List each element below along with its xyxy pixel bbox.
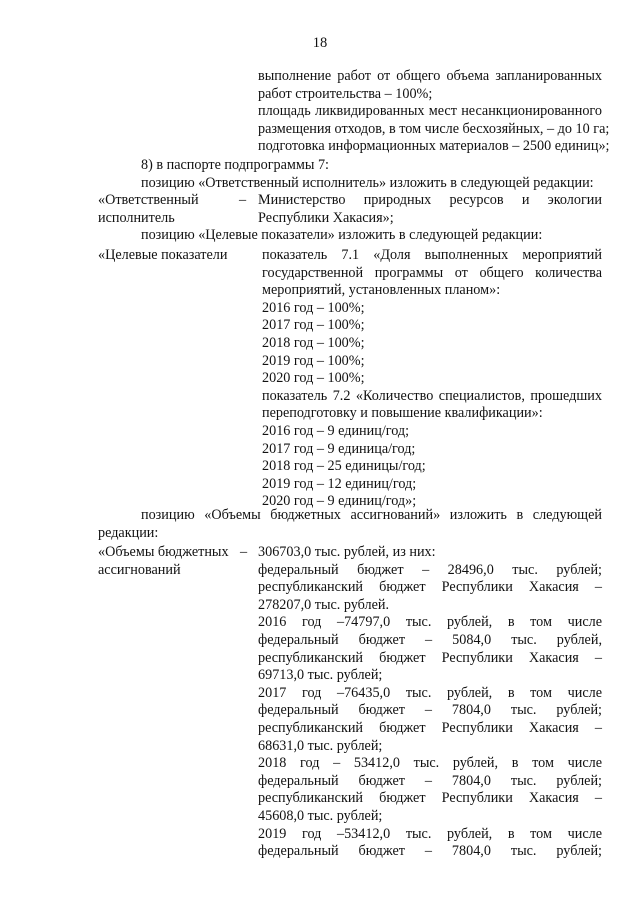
text-line: федеральный бюджет – 7804,0 тыс. рублей;: [258, 772, 602, 789]
text-line: федеральный бюджет – 7804,0 тыс. рублей;: [258, 843, 602, 860]
targets-label: «Целевые показатели: [98, 247, 228, 263]
text-line: 2017 год – 100%;: [262, 317, 365, 334]
text-line: исполнитель: [98, 209, 175, 226]
text-line: 45608,0 тыс. рублей;: [258, 807, 383, 824]
text-line: республиканский бюджет Республики Хакасия –: [258, 790, 602, 807]
targets-values: [262, 247, 602, 511]
text-line: 2016 год – 9 единиц/год;: [262, 422, 410, 439]
budget-intro-cont: редакции:: [98, 525, 159, 541]
text-line: федеральный бюджет – 5084,0 тыс. рублей,: [258, 631, 602, 648]
text-line: 2016 год – 100%;: [262, 299, 365, 316]
text-line: федеральный бюджет – 7804,0 тыс. рублей;: [258, 702, 602, 719]
text-line: размещения отходов, в том числе бесхозяйных, – до 10 га;: [258, 120, 610, 137]
text-line: 278207,0 тыс. рублей.: [258, 596, 390, 613]
text-line: 69713,0 тыс. рублей;: [258, 667, 383, 684]
item-8-heading: 8) в паспорте подпрограммы 7:: [141, 157, 329, 173]
responsible-intro: позицию «Ответственный исполнитель» изложить в следующей редакции:: [141, 175, 594, 191]
text-line: выполнение работ от общего объема запланированных: [258, 68, 602, 84]
text-line: 2018 год – 25 единицы/год;: [262, 458, 426, 475]
text-line: государственной программы от общего количества: [262, 264, 602, 281]
text-line: 306703,0 тыс. рублей, из них:: [258, 544, 436, 560]
text-line: 2017 год –76435,0 тыс. рублей, в том числе: [258, 684, 602, 701]
text-line: 68631,0 тыс. рублей;: [258, 737, 383, 754]
responsible-label: [98, 192, 248, 227]
text-line: 2016 год –74797,0 тыс. рублей, в том числе: [258, 614, 602, 631]
text-line: федеральный бюджет – 28496,0 тыс. рублей;: [258, 561, 602, 578]
text-line: 2020 год – 9 единиц/год»;: [262, 493, 417, 510]
text-line: республиканский бюджет Республики Хакасия –: [258, 579, 602, 596]
text-line: республиканский бюджет Республики Хакасия –: [258, 719, 602, 736]
text-line: показатель 7.2 «Количество специалистов, прошедших: [262, 387, 602, 404]
text-line: позицию «Объемы бюджетных ассигнований» изложить в следующей: [141, 507, 602, 523]
text-line: 2019 год –53412,0 тыс. рублей, в том числе: [258, 825, 602, 842]
text-line: 2019 год – 12 единиц/год;: [262, 475, 417, 492]
text-line: 2019 год – 100%;: [262, 352, 365, 369]
page-number: 18: [312, 35, 328, 51]
budget-intro: [141, 507, 602, 525]
text-line: Республики Хакасия»;: [258, 209, 394, 226]
intro-continuation: [258, 68, 610, 156]
text-line: подготовка информационных материалов – 2500 единиц»;: [258, 138, 610, 155]
text-line: 2020 год – 100%;: [262, 370, 365, 387]
budget-values: [258, 544, 602, 861]
text-line: 2017 год – 9 единица/год;: [262, 440, 416, 457]
targets-intro: позицию «Целевые показатели» изложить в следующей редакции:: [141, 227, 543, 243]
responsible-value: [258, 192, 602, 227]
text-line: работ строительства – 100%;: [258, 85, 433, 102]
text-line: 2018 год – 53412,0 тыс. рублей, в том числе: [258, 755, 602, 772]
text-line: показатель 7.1 «Доля выполненных мероприятий: [262, 247, 602, 263]
text-line: «Объемы бюджетных: [98, 544, 229, 560]
text-line: мероприятий, установленных планом»:: [262, 282, 501, 299]
budget-label: [98, 544, 248, 579]
text-line: площадь ликвидированных мест несанкционированного: [258, 103, 602, 120]
responsible-dash: –: [239, 192, 247, 208]
text-line: 2018 год – 100%;: [262, 334, 365, 351]
budget-dash: –: [240, 544, 248, 560]
text-line: ассигнований: [98, 561, 181, 578]
text-line: «Ответственный: [98, 192, 199, 208]
text-line: республиканский бюджет Республики Хакасия –: [258, 649, 602, 666]
text-line: переподготовку и повышение квалификации»:: [262, 405, 543, 422]
text-line: Министерство природных ресурсов и экологии: [258, 192, 602, 208]
